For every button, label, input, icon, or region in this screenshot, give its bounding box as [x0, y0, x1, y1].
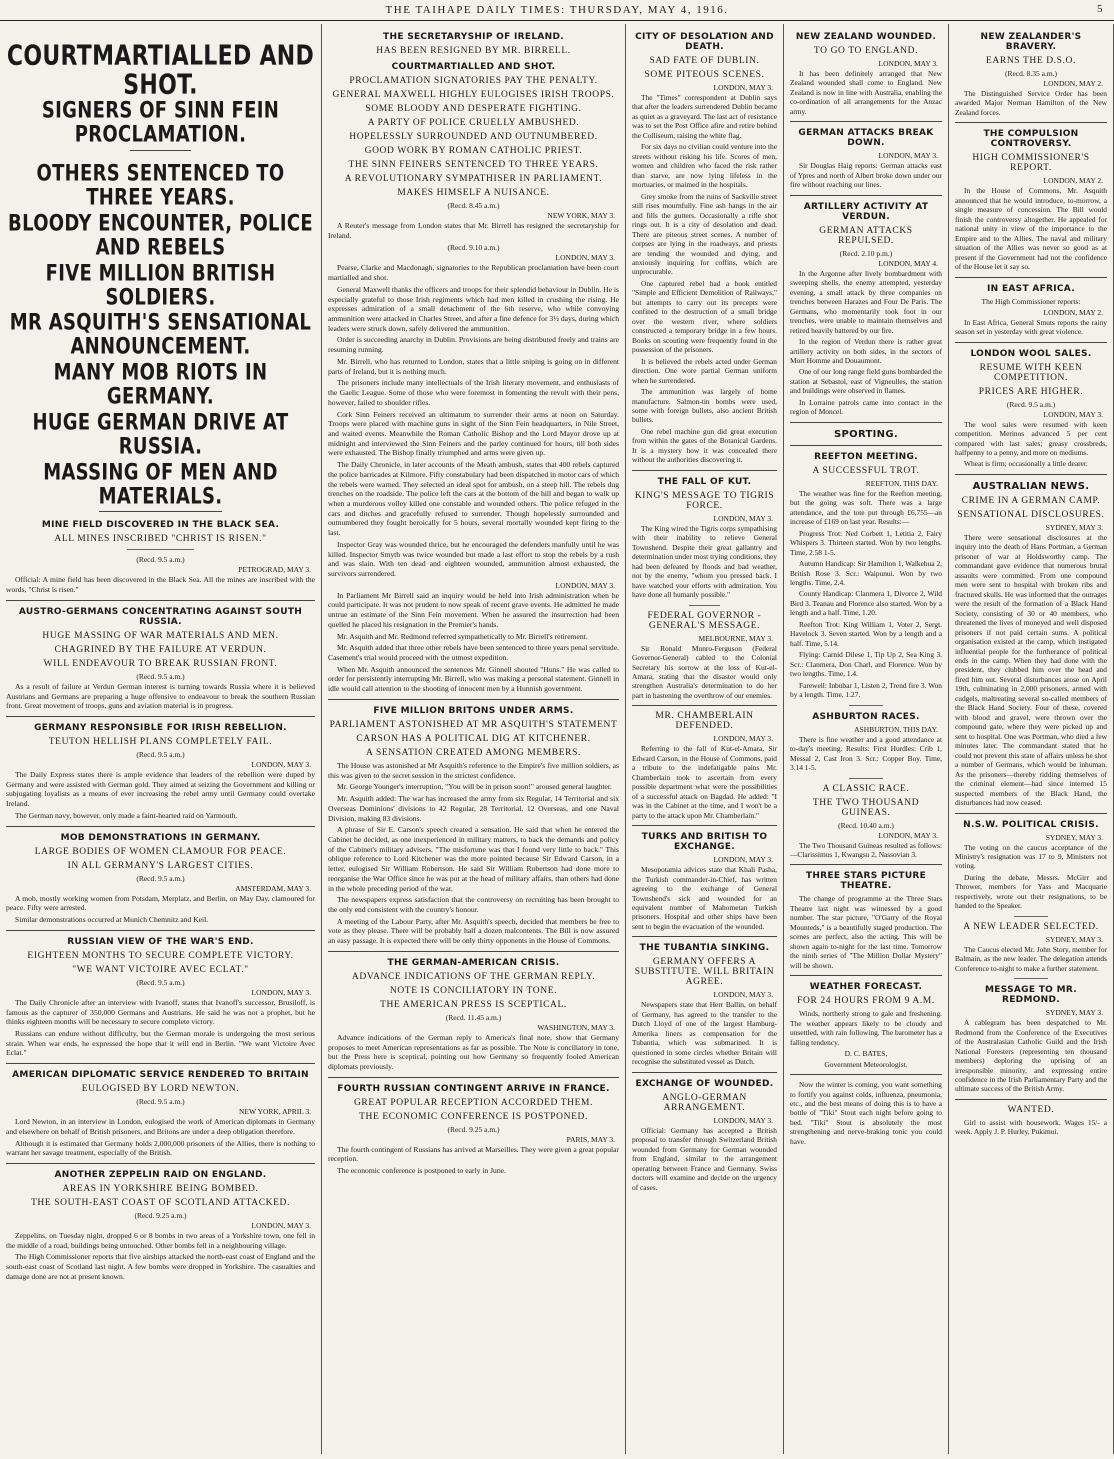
article-paragraph: The Caucus elected Mr. John Story, member for Balmain, as the new leader. The delegation attends Conference to-night to make a further statement. — [955, 944, 1107, 973]
dateline: WASHINGTON, MAY 3. — [537, 1022, 615, 1032]
article-paragraph: The Daily Chronicle, in later accounts of the Meath ambush, states that 400 rebels captured the police barricades at Kilmore. Fifty constabulary had been dispatched in motor cars of which the rebels were warned. They selected an ideal spot for ambush, on a steep hill. The rebels dug trenches on the roadside. The police left the cars at the bottom of the hill and began to walk up when a murderous volley killed one constable and wounded others. The police refuged in the cars and ditches and gracefully refused to surrender. Though hopelessly surrounded and outnumbered they fought heroically for 5 hours, several mortally wounded kept firing to the last. — [328, 460, 619, 538]
article-paragraph: Lord Newton, in an interview in London, eulogised the work of American diplomats in Germany and elsewhere on behalf of British prisoners, and Britons are under a deep obligation therefore. — [6, 1117, 315, 1136]
article-heading: CITY OF DESOLATION AND DEATH. — [635, 32, 774, 52]
headline-7: MANY MOB RIOTS IN GERMANY. — [53, 359, 268, 410]
divider — [790, 121, 942, 122]
article-paragraph: One of our long range field guns bombarded the station at Sebastol, east of Vigneulles, the station and buildings were observed in flames. — [790, 367, 942, 396]
article-paragraph: There is fine weather and a good attendance at to-day's meeting. Results: First Hurdles: Crib 1, Messal 2, Cast Iron 3. Scr.: Copper Boy. Time, 3.14 1-5. — [790, 734, 942, 773]
article-subheading: SAD FATE OF DUBLIN. — [649, 56, 760, 66]
received-time: (Recd. 9.25 a.m.) — [447, 1124, 500, 1134]
article-heading: FOURTH RUSSIAN CONTINGENT ARRIVE IN FRANCE. — [337, 1083, 610, 1094]
dateline: SYDNEY, MAY 3. — [1045, 1008, 1103, 1018]
received-time: (Recd. 9.10 a.m.) — [447, 243, 500, 253]
article-subheading: NOTE IS CONCILIATORY IN TONE. — [389, 985, 558, 996]
article-subheading: THE ECONOMIC CONFERENCE IS POSTPONED. — [359, 1111, 588, 1122]
article-heading: GERMAN ATTACKS BREAK DOWN. — [798, 128, 934, 149]
dateline: LONDON, MAY 3. — [713, 513, 773, 523]
article-paragraph: Zeppelins, on Tuesday night, dropped 6 or 8 bombs in two areas of a Yorkshire town, one fell in the middle of a road, buildings being untouched. Other bombs fell in a neighbouring village. — [6, 1230, 315, 1250]
article-paragraph: Mr. Birrell, who has returned to London, states that a little sniping is going on in different parts of Ireland, but it is nothing much. — [328, 356, 619, 376]
received-time: (Recd. 9.5 a.m.) — [136, 750, 185, 760]
article-subheading: ADVANCE INDICATIONS OF THE GERMAN REPLY. — [351, 971, 596, 982]
classified-text: Girl to assist with housework. Wages 15/- a week. Apply J. P. Hurley, Pukimui. — [955, 1117, 1107, 1137]
article-paragraph: The fourth contingent of Russians has arrived at Marseilles. They were given a great popular reception. — [328, 1144, 619, 1164]
article-subheading: GREAT POPULAR RECEPTION ACCORDED THEM. — [353, 1097, 594, 1108]
dateline: SYDNEY, MAY 3. — [1045, 522, 1103, 532]
article-heading: IN EAST AFRICA. — [987, 283, 1075, 294]
article-heading: WEATHER FORECAST. — [809, 982, 923, 993]
article-paragraph: A cablegram has been despatched to Mr. Redmond from the Conference of the Executives of the Australasian Catholic Guild and the Irish National Foresters (representing ten thousand members) deploring the uprising of an irresponsible minority, and expressing entire confidence in the Irish Parliamentary Party and the ultimate success of the British Army. — [955, 1018, 1107, 1094]
article-subheading: GOOD WORK BY ROMAN CATHOLIC PRIEST. — [364, 146, 583, 156]
article-paragraph: In Parliament Mr Birrell said an inquiry would be held into Irish administration when he could participate. It was not prudent to now speak of recent grave events. He admitted he made untrue an estimate of the Sinn Fein movement. When he assured the insurrection had been quelled he placed his resignation in the Premier's hands. — [328, 590, 619, 629]
article-paragraph: Grey smoke from the ruins of Sackville street still rises mournfully. Fine ash hangs in the air and fills the gutters. Occasionally a rifle shot rings out. It is a city of desolation and dead. There are piteous street scenes. A number of corpses are lying in the roadways, and priests are tending the wounded and dying, and anxiously inquiring for coffins, which are unprocurable. — [632, 191, 777, 277]
divider — [6, 826, 315, 827]
article-heading: A NEW LEADER SELECTED. — [963, 921, 1099, 932]
article-subheading: LARGE BODIES OF WOMEN CLAMOUR FOR PEACE. — [34, 846, 287, 857]
article-paragraph: A meeting of the Labour Party, after Mr. Asquith's speech, decided that members be free to vote as they please. There will be probably half a dozen malcontents. The Bill is now assured an easy passage. It is expected there will be only thirty opponents in the House of Commons. — [328, 916, 619, 946]
article-subheading: ALL MINES INSCRIBED "CHRIST IS RISEN." — [54, 534, 267, 545]
article-subheading: FOR 24 HOURS FROM 9 A.M. — [797, 996, 935, 1007]
divider — [849, 705, 882, 706]
article-paragraph: The Two Thousand Guineas resulted as follows:—Clarissimus 1, Kwangsu 2, Nassovian 3. — [790, 840, 942, 859]
dateline: NEW YORK, APRIL 3. — [238, 1107, 311, 1117]
article-paragraph: Progress Trot: Ned Corbett 1, Letitia 2, Fairy Whispers 3. Thirteen started. Won by two lengths. Time, 2.58 1-5. — [790, 528, 942, 557]
article-paragraph: In the House of Commons, Mr. Asquith announced that he would introduce, to-morrow, a single measure of concession. The Bill would finish the controversy altogether. He appealed for national unity in view of the importance to the Empire and to the Allies. The naval and military situation of the Allies was never so good as at present if the Government had not the confidence of the House let it say so. — [955, 186, 1107, 272]
article-heading: REEFTON MEETING. — [814, 451, 918, 462]
column-1 — [0, 24, 322, 1454]
divider — [632, 470, 777, 471]
article-subheading: ANGLO-GERMAN ARRANGEMENT. — [662, 1092, 747, 1113]
article-paragraph: The weather was fine for the Reefton meeting, but the going was soft. There was a large attendance, and the tote put through £6,755—an increase of £169 on last year. Results:— — [790, 488, 942, 527]
article-paragraph: The ammunition was largely of home manufacture. Salmon-tin bombs were used, some with foreign bullets, also ancient British bullets. — [632, 387, 777, 425]
section-heading-sporting: SPORTING. — [834, 428, 898, 440]
article-paragraph: The House was astonished at Mr Asquith's reference to the Empire's five million soldiers, as this was given to the secret session in the strictest confidence. — [328, 760, 619, 780]
article-paragraph: Pearse, Clarke and Macdonagh, signatories to the Republican proclamation have been court martialled and shot. — [328, 263, 619, 283]
divider — [6, 1163, 315, 1164]
divider — [6, 600, 315, 601]
article-paragraph: In the Argonne after lively bombardment with sweeping shells, the enemy attempted, yesterday evening, a small attack by three companies on trenches between Harazes and Four De Paris. The Germans, who momentarily took foot in our trenches, were unable to maintain themselves and retired heavily battered by our fire. — [790, 268, 942, 335]
article-paragraph: Russians can endure without difficulty, but the German morale is undergoing the most serious strain. When war ends, he expressed the hope that it will end in Berlin. "We want Victoire Avec Eclat." — [6, 1028, 315, 1058]
article-heading: MR. CHAMBERLAIN DEFENDED. — [655, 711, 754, 732]
page-number: 5 — [1097, 3, 1104, 15]
article-subheading: GERMAN ATTACKS REPULSED. — [819, 225, 913, 246]
article-paragraph: The High Commissioner reports that five airships attacked the north-east coast of England and the south-east coast of Scotland last night. A few bombs were dropped in Yorkshire. The casualties and damage done are not at present known. — [6, 1252, 315, 1281]
article-subheading: RESUME WITH KEEN COMPETITION. — [979, 362, 1083, 383]
article-paragraph: Flying: Carnid Dilese 1, Tip Up 2, Sea King 3. Scr.: Clanmera, Don Charl, and Florence. Won by two lengths. Time, 1.4. — [790, 650, 942, 679]
article-paragraph: Mr. George Younger's interruption, "You will be in prison soon!" aroused general laughter. — [337, 782, 612, 792]
article-paragraph: The wool sales were resumed with keen competition. Merinos advanced 5 per cent compared with last sales; greasy crossbreds, halfpenny to a penny, and more on mediums. — [955, 419, 1107, 457]
article-heading: ASHBURTON RACES. — [812, 711, 920, 722]
divider — [790, 864, 942, 865]
article-subheading: EARNS THE D.S.O. — [986, 56, 1076, 66]
dateline: LONDON, MAY 3. — [713, 855, 773, 865]
divider — [955, 122, 1107, 123]
article-subheading: WILL ENDEAVOUR TO BREAK RUSSIAN FRONT. — [43, 658, 278, 669]
article-subheading: EULOGISED BY LORD NEWTON. — [81, 1084, 240, 1095]
article-subheading: IN ALL GERMANY'S LARGEST CITIES. — [67, 860, 254, 871]
article-paragraph: Official: Germany has accepted a British proposal to transfer through Switzerland British wounded from Germany for German wounded from England, similar to the arrangement operating between France and Germany. Swiss doctors will examine and decide on the urgency of cases. — [632, 1125, 777, 1192]
article-heading: MESSAGE TO MR. REDMOND. — [985, 985, 1077, 1006]
signature-title: Government Meteorologist. — [824, 1060, 908, 1070]
dateline: LONDON, MAY 2. — [1043, 307, 1103, 317]
article-heading: RUSSIAN VIEW OF THE WAR'S END. — [67, 936, 254, 947]
article-paragraph: Wheat is firm; occasionally a little dearer. — [964, 459, 1088, 469]
masthead — [0, 0, 1114, 21]
article-paragraph: Inspector Gray was wounded thrice, but he encouraged the defenders manfully until he was killed. Inspector Smyth was twice wounded but made a last effort to stop the rebels by a rush and was slain. With ten dead and eighteen wounded, ammunition almost exhausted, the survivors surrendered. — [328, 539, 619, 578]
article-heading: AMERICAN DIPLOMATIC SERVICE RENDERED TO BRITAIN — [12, 1070, 309, 1081]
article-paragraph: A phrase of Sir E. Carson's speech created a sensation. He said that when he entered the Cabinet he decided, as one inexperienced in military matters, to back the demands and policy of the Cabinet's military advisers. "The misfortune was that I found very little to back." This oblique reference to Lord Kitchener was the more pointed because Sir Edward Carson, in a letter, eulogised Sir William Robertson. He said Sir William Robertson had done more to reorganise the War Office since he was put at the head of military affairs, than others had done in the whole preceding period of the war. — [328, 825, 619, 893]
received-time: (Recd. 9.5 a.m.) — [136, 873, 185, 883]
received-time: (Recd. 9.5 a.m.) — [136, 671, 185, 681]
article-heading: EXCHANGE OF WOUNDED. — [635, 1078, 774, 1089]
article-paragraph: During the debate, Messrs. McGirr and Thrower, members for Yass and Macquarie respectively, wrote out their resignations, to be handed to the Speaker. — [955, 872, 1107, 911]
article-subheading: SOME BLOODY AND DESPERATE FIGHTING. — [365, 104, 582, 114]
article-heading: N.S.W. POLITICAL CRISIS. — [963, 819, 1099, 830]
dateline: MELBOURNE, MAY 3. — [698, 633, 773, 643]
article-paragraph: It has been definitely arranged that New Zealand wounded shall come to England. New Zealand is now in line with Australia, enabling the co-ordination of all arrangements for the Anzac army. — [790, 69, 942, 116]
article-paragraph: A mob, mostly working women from Potsdam, Merplatz, and Berlin, on May Day, clamoured for peace. Fifty were arrested. — [6, 893, 315, 913]
article-paragraph: Advance indications of the German reply to America's final note, show that Germany proposes to meet American representations as far as possible. The Note is conciliatory in tone, but the Press here is sceptical, pointing out how Germany so frequently fooled American diplomats previously. — [328, 1032, 619, 1071]
article-subheading: A SENSATION CREATED AMONG MEMBERS. — [366, 747, 581, 758]
article-subheading: PRICES ARE HIGHER. — [978, 386, 1084, 397]
article-subheading: THE TWO THOUSAND GUINEAS. — [812, 797, 920, 818]
headline-4: BLOODY ENCOUNTER, POLICE AND REBELS — [8, 210, 313, 261]
article-subheading: SENSATIONAL DISCLOSURES. — [957, 509, 1105, 520]
divider — [955, 277, 1107, 278]
article-subheading: THE AMERICAN PRESS IS SCEPTICAL. — [380, 999, 567, 1010]
dateline: AMSTERDAM, MAY 3. — [235, 883, 311, 893]
dateline: LONDON, MAY 2. — [1043, 79, 1103, 88]
article-paragraph: When Mr. Asquith announced the sentences Mr. Ginnell shouted "Huns." He was called to order for persistently interrupting Mr. Birrell, who was making a personal statement. Ginnell in idle would call attention to the shooting of innocent men by a Hunnish government. — [328, 664, 619, 694]
article-paragraph: The Daily Chronicle after an interview with Ivanoff, states that Ivanoff's successor, Brusiloff, is famous as the capturer of 350,000 Germans and Austrians. He said he was not a prophet, but he thinks eighteen months will be necessary to secure complete victory. — [6, 997, 315, 1027]
masthead-title: THE TAIHAPE DAILY TIMES: THURSDAY, MAY 4, 1916. — [385, 4, 729, 16]
dateline: LONDON, MAY 3. — [878, 151, 938, 161]
dateline: LONDON, MAY 2. — [1043, 176, 1103, 186]
article-heading: A CLASSIC RACE. — [822, 783, 910, 794]
article-paragraph: There were sensational disclosures at the inquiry into the death of Hans Portman, a German prisoner of war at Holdsworthy camp. The commandant gave evidence that numerous brutal assaults were committed. From one compound men were sent to hospital with broken ribs and fractured skulls. He was informed that the outrages were the result of the formation of a Black Hand Society, consisting of 30 or 40 members, who threatened the lives of moneyed and well disposed prisoners if not paid certain sums. A political organisation existed at the camp, which instigated influential people for the furtherance of political ends in the camp. When they had done with the president, they clubbed him over the head and fired him out. Several disturbances arose on April 19th, culminating in 2,000 prisoners, armed with cudgels, maltreating several so-called members of the Black Hand Society. Four of these, covered with blood and gravel, were thrown over the compound gate, where they were picked up and sent to hospital. One was Portman, who died a few minutes later. The commandant stated that he could not prevent this state of affairs unless he shot a number of Germans, which would be inhuman. As the prisoners—thereby ridding themselves of the criminal element—had since interned 15 suspected members of the Black Hand, the disturbances had now ceased. — [955, 532, 1107, 808]
article-subheading: HUGE MASSING OF WAR MATERIALS AND MEN. — [42, 630, 279, 641]
article-paragraph: The economic conference is postponed to early in June. — [337, 1166, 506, 1176]
article-subheading: EIGHTEEN MONTHS TO SECURE COMPLETE VICTORY. — [27, 950, 294, 961]
dateline: NEW YORK, MAY 3. — [547, 211, 615, 220]
article-subheading: GENERAL MAXWELL HIGHLY EULOGISES IRISH TROOPS. — [332, 90, 615, 100]
article-paragraph: As a result of failure at Verdun German interest is turning towards Russia where it is believed Austrians and Germans are preparing a huge offensive to endeavour to break the southern Russian front. Great movement of troops, guns and aviation material is in progress. — [6, 681, 315, 711]
article-heading: MINE FIELD DISCOVERED IN THE BLACK SEA. — [41, 520, 280, 531]
headline-6: MR ASQUITH'S SENSATIONAL ANNOUNCEMENT. — [9, 309, 312, 360]
received-time: (Recd. 9.5 a.m.) — [1006, 399, 1056, 409]
article-paragraph: Referring to the fall of Kut-el-Amara, Sir Edward Carson, in the House of Commons, paid a tribute to the indefatigable pains Mr. Chamberlain took to ascertain from every possible department what were the possibilities of a successful attack on Bagdad. He added: "I was in the Cabinet at the time, and I won't be a party to the attack upon Mr. Chamberlain." — [632, 744, 777, 820]
divider — [790, 445, 942, 446]
article-paragraph: The newspapers express satisfaction that the controversy on recruiting has been brought to the only end consistent with the country's honour. — [328, 895, 619, 914]
headline-1: COURTMARTIALLED AND SHOT. — [6, 40, 315, 101]
divider — [328, 951, 619, 952]
article-paragraph: The prisoners include many intellectuals of the Irish literary movement, and enthusiasts of the Gaelic League. Some of those who were foremost in fomenting the revolt with their pens, however, failed to shoulder rifles. — [328, 378, 619, 407]
divider — [849, 778, 882, 779]
dateline: LONDON, MAY 3. — [713, 990, 773, 1000]
article-paragraph: Similar demonstrations occurred at Munich Chemnitz and Keil. — [15, 915, 209, 925]
article-paragraph: Newspapers state that Herr Ballin, on behalf of Germany, has agreed to the transfer to the Dutch Lloyd of one of the largest Hamburg-Amerika liners as compensation for the Tubantia, which was submarined. It is questioned in some circles whether Britain will recognise the substituted vessel as Dutch. — [632, 1000, 777, 1067]
article-paragraph: In the region of Verdun there is rather great artillery activity on both sides, in the sectors of Mort Homme and Douaumont. — [790, 337, 942, 365]
received-time: (Recd. 9.25 a.m.) — [134, 1210, 187, 1220]
article-heading: COURTMARTIALLED AND SHOT. — [391, 62, 556, 72]
divider — [632, 1072, 777, 1073]
article-subheading: TEUTON HELLISH PLANS COMPLETELY FAIL. — [48, 737, 273, 748]
article-heading: THREE STARS PICTURE THEATRE. — [805, 871, 927, 892]
article-subheading: HAS BEEN RESIGNED BY MR. BIRRELL. — [376, 46, 571, 56]
classified-heading-wanted: WANTED. — [1007, 1104, 1055, 1115]
dateline: LONDON, MAY 3. — [251, 760, 311, 770]
article-paragraph: Although it is estimated that Germany holds 2,000,000 prisoners of the Allies, there is nothing to warrant her savage treatment, especially of the British. — [6, 1138, 315, 1158]
article-paragraph: Reefton Trot: King William 1, Voter 2, Sergt. Havelock 3. Seven started. Won by a length and a half. Time, 5.14. — [790, 619, 942, 648]
article-heading: ARTILLERY ACTIVITY AT VERDUN. — [803, 201, 929, 222]
divider — [328, 1077, 619, 1078]
article-paragraph: Order is succeeding anarchy in Dublin. Provisions are being distributed freely and trains are resuming running. — [328, 335, 619, 355]
article-paragraph: In East Africa, General Smuts reports the rainy season set in yesterday with great violence. — [955, 317, 1107, 337]
divider — [127, 549, 195, 550]
column-4 — [784, 24, 949, 1454]
headline-3: OTHERS SENTENCED TO THREE YEARS. — [36, 160, 285, 211]
dateline: PARIS, MAY 3. — [566, 1134, 615, 1144]
dateline: LONDON, MAY 3. — [713, 83, 773, 92]
article-heading: ANOTHER ZEPPELIN RAID ON ENGLAND. — [54, 1169, 267, 1180]
article-paragraph: Mr. Asquith added that three other rebels have been sentenced to three years penal servitude. Casement's trial would proceed with the utmost expedition. — [328, 643, 619, 663]
article-heading: THE FALL OF KUT. — [657, 476, 752, 487]
article-paragraph: The Daily Express states there is ample evidence that leaders of the rebellion were duped by Germany and were assisted with German gold. They aimed at seizing the Government and killing or subjugating loyalists as a means of ever increasing the rebel army until Germany could overtake Ireland. — [6, 770, 315, 809]
divider — [790, 975, 942, 976]
article-heading: THE TUBANTIA SINKING. — [639, 943, 770, 954]
advertisement-paragraph: Now the winter is coming, you want something to fortify you against colds, influenza, pneumonia, etc., and the best means of doing this is to have a bottle of "Tiki" Stout each night before going to bed. "Tiki" Stout is absolutely the most strengthening and nerve-braking tonic you could have. — [790, 1080, 942, 1146]
article-subheading: KING'S MESSAGE TO TIGRIS FORCE. — [634, 490, 775, 511]
divider — [632, 705, 777, 706]
received-time: (Recd. 11.45 a.m.) — [445, 1012, 502, 1022]
article-paragraph: Cork Sinn Feiners received an ultimatum to surrender their arms at noon on Saturday. Troops were placed with machine guns in sight of the Sinn Fein headquarters, in Nile Street, and waited events. Meanwhile the Roman Catholic Bishop and the Lord Mayor drove up at midnight and interviewed the Sinn Feiners and the parley continued for hours, till both sides were exhausted. The Bishop finally triumphed and arms were given up. — [328, 409, 619, 458]
article-subheading: SOME PITEOUS SCENES. — [644, 70, 765, 80]
article-heading: NEW ZEALAND WOUNDED. — [795, 32, 937, 42]
article-paragraph: The voting on the caucus acceptance of the Ministry's resignation was 17 to 9, Ministers not voting. — [955, 842, 1107, 871]
divider — [130, 150, 192, 151]
divider — [1014, 916, 1047, 917]
column-2 — [322, 24, 626, 1454]
article-subheading: CHAGRINED BY THE FAILURE AT VERDUN. — [54, 644, 267, 655]
article-heading: THE GERMAN-AMERICAN CRISIS. — [387, 957, 560, 968]
article-paragraph: One rebel machine gun did great execution from within the gates of the Botanical Gardens. It is a mystery how it was concealed there without the authorities discovering it. — [632, 426, 777, 465]
divider — [6, 716, 315, 717]
article-paragraph: Official: A mine field has been discovered in the Black Sea. All the mines are inscribed with the words, "Christ is risen." — [6, 575, 315, 595]
article-heading: AUSTRALIAN NEWS. — [972, 480, 1090, 492]
dateline: SYDNEY, MAY 3. — [1045, 934, 1103, 944]
divider — [955, 1099, 1107, 1100]
dateline: LONDON, MAY 3. — [251, 987, 311, 997]
received-time: (Recd. 8.45 a.m.) — [447, 201, 500, 210]
dateline: LONDON, MAY 3. — [713, 734, 773, 744]
article-paragraph: It is believed the rebels acted under German direction. One wore partial German uniform when he surrendered. — [632, 356, 777, 385]
article-paragraph: General Maxwell thanks the officers and troops for their splendid behaviour in Dublin. He is especially grateful to those Irish regiments which had men killed in crushing the rising. He expresses admiration of a small detachment of the 6th reserve, who while convoying ammunition were attacked in Charles Street, and after a fine defence for 3½ days, during which leaders were struck down, safely delivered the ammunition. — [328, 284, 619, 333]
headline-9: MASSING OF MEN AND MATERIALS. — [43, 459, 278, 510]
dateline: LONDON, MAY 3. — [878, 830, 938, 840]
dateline: SYDNEY, MAY 3. — [1045, 832, 1103, 842]
received-time: (Recd. 9.5 a.m.) — [136, 555, 185, 565]
divider — [955, 474, 1107, 475]
divider — [790, 195, 942, 196]
article-heading: FIVE MILLION BRITONS UNDER ARMS. — [373, 705, 574, 716]
article-heading: THE COMPULSION CONTROVERSY. — [983, 129, 1079, 150]
article-heading: FEDERAL GOVERNOR - GENERAL'S MESSAGE. — [647, 610, 762, 631]
dateline: PETROGRAD, MAY 3. — [238, 565, 311, 575]
divider — [955, 342, 1107, 343]
article-paragraph: County Handicap: Clanmera 1, Divorce 2, Wild Bird 3. Teanau and Florence also started. Won by a length and a half. Time, 1.20. — [790, 589, 942, 618]
dateline: LONDON, MAY 3. — [878, 59, 938, 68]
headline-2: SIGNERS OF SINN FEIN PROCLAMATION. — [41, 97, 280, 148]
article-paragraph: The Distinguished Service Order has been awarded Major Norman Hamilton of the New Zealand forces. — [955, 89, 1107, 117]
article-subheading: THE SINN FEINERS SENTENCED TO THREE YEARS. — [348, 160, 599, 170]
column-3 — [626, 24, 784, 1454]
article-paragraph: Autumn Handicap: Sir Hamilton 1, Walkehua 2, British Rose 3. Scr.: Waipunui. Won by two lengths. Time, 2.4. — [790, 559, 942, 587]
article-paragraph: Mr. Asquith added: The war has increased the army from six Regular, 14 Territorial and six Overseas Dominions' divisions to 42 Regular, 28 Territorial, 12 Overseas, and one Naval Division, making 83 divisions. — [328, 794, 619, 823]
article-subheading: A SUCCESSFUL TROT. — [812, 465, 920, 476]
article-heading: AUSTRO-GERMANS CONCENTRATING AGAINST SOUTH RUSSIA. — [18, 606, 303, 627]
article-subheading: THE SOUTH-EAST COAST OF SCOTLAND ATTACKED. — [31, 1197, 290, 1208]
article-subheading: HIGH COMMISSIONER'S REPORT. — [972, 153, 1090, 174]
divider — [328, 699, 619, 700]
article-subheading: CRIME IN A GERMAN CAMP. — [961, 495, 1101, 506]
dateline: ASHBURTON, THIS DAY. — [854, 724, 938, 734]
divider — [689, 605, 721, 606]
dateline: LONDON, MAY 3. — [713, 1115, 773, 1125]
article-subheading: A REVOLUTIONARY SYMPATHISER IN PARLIAMENT. — [344, 174, 603, 184]
received-time: (Recd. 8.35 a.m.) — [1004, 69, 1058, 78]
article-subheading: PROCLAMATION SIGNATORIES PAY THE PENALTY. — [349, 76, 598, 86]
received-time: (Recd. 9.5 a.m.) — [136, 977, 185, 987]
divider — [790, 1074, 942, 1075]
article-paragraph: Mesopotamia advices state that Khali Pasha, the Turkish commander-in-Chief, has written agreeing to the exchange of General Townshend's sick and wounded for an equivalent number of Mahometan Turkish prisoners. Hospital and other ships have been sent to begin the evacuation of the wounded. — [632, 865, 777, 931]
dateline: LONDON, MAY 3. — [251, 1220, 311, 1230]
article-subheading: GERMANY OFFERS A SUBSTITUTE. WILL BRITAIN AGREE. — [634, 957, 775, 988]
dateline: LONDON, MAY 3. — [555, 253, 615, 263]
article-subheading: The High Commissioner reports: — [981, 296, 1081, 306]
headline-8: HUGE GERMAN DRIVE AT RUSSIA. — [32, 409, 289, 460]
article-subheading: AREAS IN YORKSHIRE BEING BOMBED. — [62, 1183, 259, 1194]
headline-5: FIVE MILLION BRITISH SOLDIERS. — [45, 260, 276, 310]
article-heading: TURKS AND BRITISH TO EXCHANGE. — [641, 832, 768, 853]
divider — [6, 1063, 315, 1064]
article-paragraph: The King wired the Tigris corps sympathising with their inability to relieve General Townshend. Despite their great gallantry and determination under most trying conditions, they had been defeated by floods and bad weather, not by the enemy, "whom you pressed back. I have watched your efforts with admiration. You have done all humanly possible." — [632, 523, 777, 600]
article-paragraph: Farewell: Inbubar 1, Listen 2, Trend fire 3. Won by a length. Time, 1.27. — [790, 680, 942, 700]
article-paragraph: A Reuter's message from London states that Mr. Birrell has resigned the secretaryship for Ireland. — [328, 221, 619, 240]
article-subheading: MAKES HIMSELF A NUISANCE. — [397, 188, 550, 198]
received-time: (Recd. 10.40 a.m.) — [838, 820, 894, 830]
column-5 — [949, 24, 1114, 1454]
article-paragraph: The "Times" correspondent at Dublin says that after the leaders surrendered Dublin became as quiet as a graveyard. The last act of resistance was to set the Post Office afire and retire behind the Colliseum, raising the white flag. — [632, 93, 777, 140]
divider — [790, 422, 942, 423]
article-subheading: PARLIAMENT ASTONISHED AT MR ASQUITH'S STATEMENT — [329, 719, 618, 730]
signature-name: D. C. BATES, — [844, 1049, 888, 1059]
article-paragraph: The German navy, however, only made a faint-hearted raid on Yarmouth. — [15, 810, 238, 820]
dateline: LONDON, MAY 3. — [555, 580, 615, 590]
article-subheading: HOPELESSLY SURROUNDED AND OUTNUMBERED. — [349, 132, 598, 142]
received-time: (Recd. 2.10 p.m.) — [839, 248, 893, 258]
article-subheading: A PARTY OF POLICE CRUELLY AMBUSHED. — [367, 118, 580, 128]
dateline: REEFTON, THIS DAY. — [865, 478, 938, 488]
divider — [99, 511, 223, 512]
article-paragraph: Sir Douglas Haig reports: German attacks east of Ypres and north of Albert broke down under our fire without reaching our lines. — [790, 161, 942, 190]
article-heading: LONDON WOOL SALES. — [970, 348, 1092, 359]
divider — [632, 936, 777, 937]
article-paragraph: Sir Ronald Munro-Ferguson (Federal Governor-General) cabled to the Colonial Secretary his sorrow at the loss of Kut-el-Amara, stating that the disaster would only strengthen Australia's determination to do her part in hastening the overthrow of our enemies. — [632, 643, 777, 700]
dateline: LONDON, MAY 3. — [1043, 409, 1103, 419]
divider — [6, 930, 315, 931]
divider — [1014, 978, 1047, 979]
article-heading: GERMANY RESPONSIBLE FOR IRISH REBELLION. — [34, 723, 287, 734]
article-subheading: "WE WANT VICTOIRE AVEC ECLAT." — [72, 964, 249, 975]
article-heading: NEW ZEALANDER'S BRAVERY. — [980, 32, 1082, 52]
article-paragraph: In Lorraine patrols came into contact in the region of Moncel. — [790, 397, 942, 417]
article-subheading: CARSON HAS A POLITICAL DIG AT KITCHENER. — [356, 733, 591, 744]
article-paragraph: For six days no civilian could venture into the streets without risking his life. Scores of men, women and children who faced the risk rather than starve, are now lying lifeless in the mortuaries, or maimed in the hospitals. — [632, 142, 777, 190]
article-paragraph: One captured rebel had a book entitled "Simple and Efficient Demolition of Railways," but attempts to carry out its precepts were confined to the destruction of a small bridge over the western river, where soldiers constructed a temporary bridge in a few hours. Books on scouting were frequently found in the possession of the prisoners. — [632, 278, 777, 355]
article-heading: THE SECRETARYSHIP OF IRELAND. — [383, 32, 564, 42]
article-subheading: TO GO TO ENGLAND. — [813, 46, 919, 56]
article-paragraph: Mr. Asquith and Mr. Redmond referred sympathetically to Mr. Birrell's retirement. — [337, 631, 588, 641]
article-heading: MOB DEMONSTRATIONS IN GERMANY. — [60, 832, 261, 843]
divider — [632, 825, 777, 826]
article-paragraph: Winds, northerly strong to gale and freshening. The weather appears likely to be cloudy and unsettled, with rain following. The barometer has a falling tendency. — [790, 1009, 942, 1047]
dateline: LONDON, MAY 4. — [878, 258, 938, 268]
divider — [955, 813, 1107, 814]
article-paragraph: The change of programme at the Three Stars Theatre last night was witnessed by a good number. The star picture, "O'Garry of the Royal Mounteds," is a beautifully staged production. The scenes are perfect, also the acting. This will be shown again to-night for the last time. Tomorrow the ninth series of "The Million Dollar Mystery" will be shown. — [790, 894, 942, 970]
received-time: (Recd. 9.5 a.m.) — [136, 1097, 185, 1107]
